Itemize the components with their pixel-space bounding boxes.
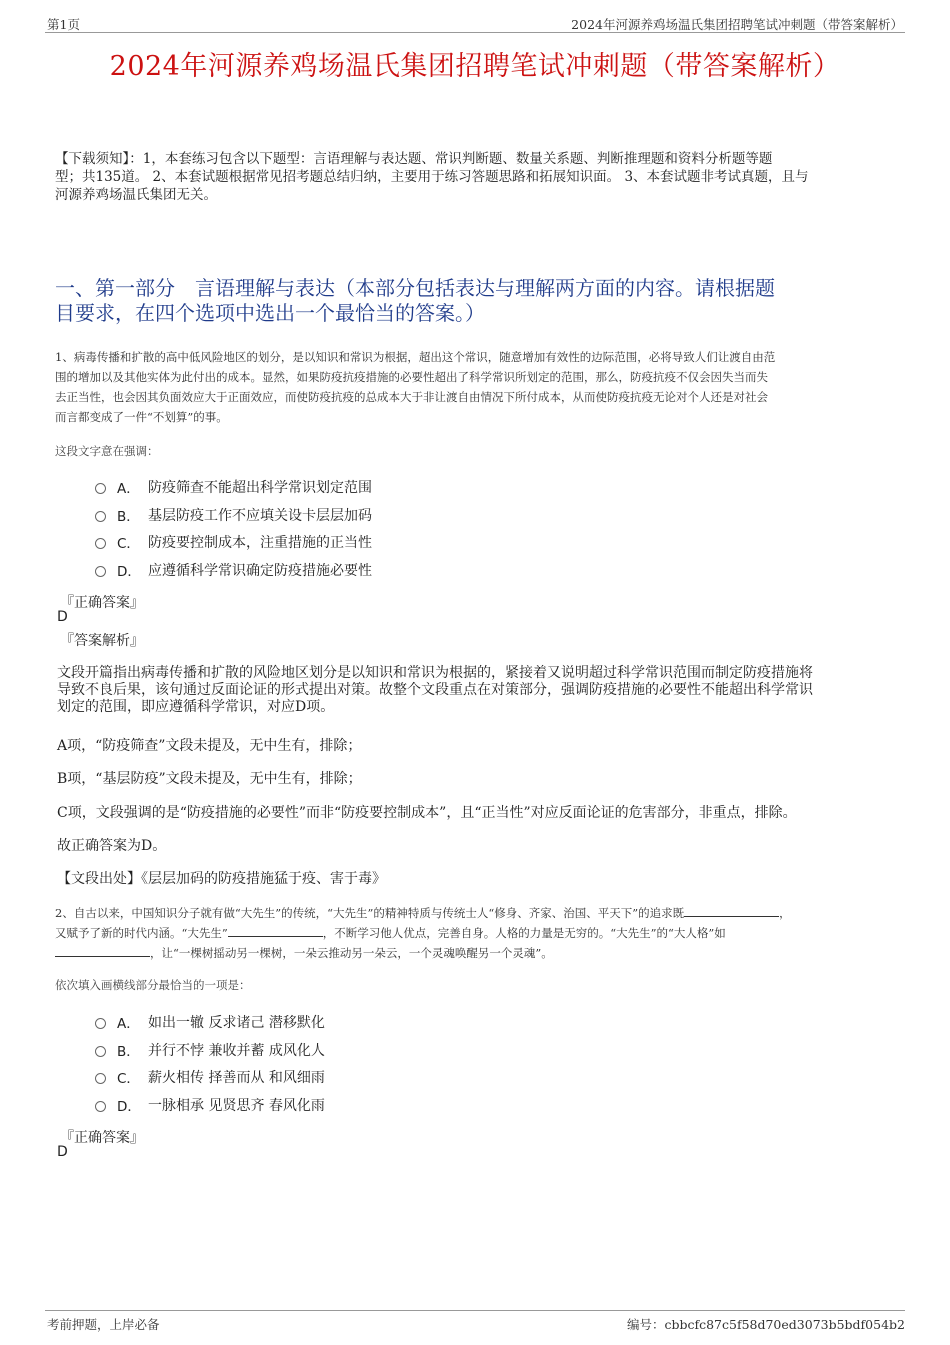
section-heading: [55, 276, 900, 326]
option-text: 一脉相承 见贤思齐 春风化雨: [148, 1097, 325, 1114]
option-letter: D．: [117, 1098, 141, 1115]
question-1-stem: [55, 347, 905, 427]
correct-answer: D: [57, 609, 68, 625]
option-text: 防疫筛查不能超出科学常识划定范围: [148, 480, 372, 496]
answer-blank: [55, 946, 150, 957]
answer-analysis: [57, 665, 887, 716]
conclusion: 故正确答案为D。: [57, 838, 167, 854]
option-text: 基层防疫工作不应填关设卡层层加码: [148, 507, 372, 524]
option-text: 防疫要控制成本，注重措施的正当性: [148, 535, 372, 551]
question-line: 1、病毒传播和扩散的高中低风险地区的划分，是以知识和常识为根据，超出这个常识，随意增加有效性的边际范围，必将导致人们让渡自由范: [55, 350, 776, 364]
option-text: 应遵循科学常识确定防疫措施必要性: [148, 562, 372, 579]
correct-answer: D: [57, 1144, 68, 1160]
question-line: 去正当性，也会因其负面效应大于正面效应，而使防疫抗疫的总成本大于非让渡自由情况下所付成本，从而使防疫抗疫无论对个人还是对社会: [55, 390, 768, 404]
option-letter: B．: [117, 1043, 140, 1060]
document-title: 2024年河源养鸡场温氏集团招聘笔试冲刺题（带答案解析）: [109, 51, 841, 82]
correct-answer-label: 『正确答案』: [60, 595, 144, 611]
radio-button[interactable]: [95, 1018, 106, 1029]
question-text: ，: [779, 906, 791, 920]
radio-button[interactable]: [95, 566, 106, 577]
explain-option-b: B项，“基层防疫”文段未提及，无中生有，排除；: [57, 771, 362, 787]
question-text: ，让“一棵树摇动另一棵树，一朵云推动另一朵云，一个灵魂唤醒另一个灵魂”。: [150, 946, 553, 960]
radio-button[interactable]: [95, 1073, 106, 1084]
option-letter: C．: [117, 1071, 140, 1087]
question-2-prompt: 依次填入画横线部分最恰当的一项是：: [55, 978, 251, 992]
footer-slogan: 考前押题，上岸必备: [47, 1317, 160, 1332]
option-letter: A．: [117, 1016, 140, 1032]
question-text: 又赋予了新的时代内涵。“大先生”: [55, 926, 228, 940]
text-source: 【文段出处】《层层加码的防疫措施猛于疫、害于毒》: [57, 871, 386, 887]
document-id: 编号：cbbcfc87c5f58d70ed3073b5bdf054b2: [626, 1317, 905, 1332]
download-notice: [55, 150, 900, 204]
question-1-prompt: 这段文字意在强调：: [55, 444, 159, 458]
answer-blank: [684, 906, 779, 917]
option-text: 如出一辙 反求诸己 潜移默化: [148, 1015, 325, 1031]
analysis-line: 划定的范围，即应遵循科学常识，对应D项。: [57, 699, 335, 715]
page-number: 第1页: [47, 17, 80, 32]
question-line: 围的增加以及其他实体为此付出的成本。显然，如果防疫抗疫措施的必要性超出了科学常识所划定的范围，那么，防疫抗疫不仅会因失当而失: [55, 370, 768, 384]
explain-option-c: C项，文段强调的是“防疫措施的必要性”而非“防疫要控制成本”，且“正当性”对应反面论证的危害部分，非重点，排除。: [57, 805, 797, 821]
question-line: [55, 903, 905, 923]
explain-option-a: A项，“防疫筛查”文段未提及，无中生有，排除；: [57, 738, 362, 754]
question-line: [55, 923, 905, 943]
section-heading-line: 一、第一部分 言语理解与表达（本部分包括表达与理解两方面的内容。请根据题: [55, 276, 775, 300]
question-2-stem: [55, 903, 905, 963]
radio-button[interactable]: [95, 511, 106, 522]
section-heading-line: 目要求，在四个选项中选出一个最恰当的答案。）: [55, 301, 485, 325]
notice-line: 河源养鸡场温氏集团无关。: [55, 187, 217, 203]
notice-line: 【下载须知】：1，本套练习包含以下题型：言语理解与表达题、常识判断题、数量关系题、判断推理题和资料分析题等题: [55, 151, 773, 167]
correct-answer-label: 『正确答案』: [60, 1130, 144, 1146]
analysis-label: 『答案解析』: [60, 633, 144, 649]
option-text: 薪火相传 择善而从 和风细雨: [148, 1070, 325, 1086]
question-text: 2、自古以来，中国知识分子就有做“大先生”的传统，“大先生”的精神特质与传统士人“修身、齐家、治国、平天下”的追求既: [55, 906, 685, 920]
option-letter: D．: [117, 563, 141, 580]
page-footer: [45, 1310, 905, 1332]
page-header: [45, 14, 905, 33]
question-text: ，不断学习他人优点，完善自身。人格的力量是无穷的。“大先生”的“大人格”如: [322, 926, 726, 940]
header-doc-title: 2024年河源养鸡场温氏集团招聘笔试冲刺题（带答案解析）: [571, 17, 903, 32]
notice-line: 型；共135道。 2、本套试题根据常见招考题总结归纳，主要用于练习答题思路和拓展知识面。 3、本套试题非考试真题，且与: [55, 169, 809, 185]
radio-button[interactable]: [95, 538, 106, 549]
answer-blank: [228, 926, 323, 937]
radio-button[interactable]: [95, 1101, 106, 1112]
question-line: [55, 943, 905, 963]
option-letter: B．: [117, 508, 140, 525]
analysis-line: 导致不良后果，该句通过反面论证的形式提出对策。故整个文段重点在对策部分，强调防疫措施的必要性不能超出科学常识: [57, 682, 813, 698]
radio-button[interactable]: [95, 483, 106, 494]
option-text: 并行不悖 兼收并蓄 成风化人: [148, 1042, 325, 1059]
option-letter: C．: [117, 536, 140, 552]
analysis-line: 文段开篇指出病毒传播和扩散的风险地区划分是以知识和常识为根据的，紧接着又说明超过科学常识范围而制定防疫措施将: [57, 665, 813, 681]
radio-button[interactable]: [95, 1046, 106, 1057]
option-letter: A．: [117, 481, 140, 497]
question-line: 而言都变成了一件“不划算”的事。: [55, 410, 228, 424]
